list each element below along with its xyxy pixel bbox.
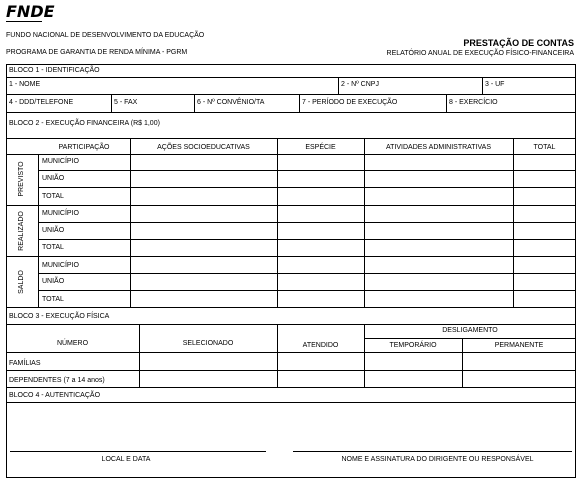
form-title: PRESTAÇÃO DE CONTAS xyxy=(463,38,574,48)
field-convenio: 6 - Nº CONVÊNIO/TA xyxy=(197,99,265,106)
field-nome: 1 - NOME xyxy=(9,81,41,88)
divider xyxy=(6,112,576,113)
col-participacao: PARTICIPAÇÃO xyxy=(58,144,110,151)
row-label: TOTAL xyxy=(42,193,64,200)
field-fax: 5 - FAX xyxy=(114,99,138,106)
row-label: MUNICÍPIO xyxy=(42,210,79,217)
row-label: MUNICÍPIO xyxy=(42,158,79,165)
col-selecionado: SELECIONADO xyxy=(182,340,234,347)
group-realizado: REALIZADO xyxy=(18,211,25,251)
divider xyxy=(6,370,576,371)
org-name: FUNDO NACIONAL DE DESENVOLVIMENTO DA EDUCAÇÃO xyxy=(6,32,205,39)
divider xyxy=(482,77,483,94)
divider xyxy=(38,239,576,240)
program-name: PROGRAMA DE GARANTIA DE RENDA MÍNIMA - PGRM xyxy=(6,49,188,56)
signature-line-local xyxy=(10,451,266,452)
divider xyxy=(38,222,576,223)
divider xyxy=(338,77,339,94)
row-label: UNIÃO xyxy=(42,227,65,234)
bloco3-title: BLOCO 3 - EXECUÇÃO FÍSICA xyxy=(9,313,110,320)
col-atendido: ATENDIDO xyxy=(302,342,339,349)
bloco2-title: BLOCO 2 - EXECUÇÃO FINANCEIRA (R$ 1,00) xyxy=(9,120,160,127)
logo-underline xyxy=(6,21,42,22)
divider xyxy=(6,402,576,403)
field-exercicio: 8 - EXERCÍCIO xyxy=(449,99,498,106)
divider xyxy=(462,338,463,387)
col-especie: ESPÉCIE xyxy=(305,144,336,151)
divider xyxy=(6,94,576,95)
divider xyxy=(6,77,576,78)
row-familias: FAMÍLIAS xyxy=(9,360,41,367)
col-permanente: PERMANENTE xyxy=(494,342,544,349)
divider xyxy=(139,324,140,387)
col-numero: NÚMERO xyxy=(56,340,89,347)
divider xyxy=(6,352,576,353)
group-saldo: SALDO xyxy=(18,270,25,294)
group-previsto: PREVISTO xyxy=(18,161,25,197)
col-total: TOTAL xyxy=(533,144,556,151)
divider xyxy=(6,256,576,257)
row-label: UNIÃO xyxy=(42,175,65,182)
row-label: UNIÃO xyxy=(42,278,65,285)
divider xyxy=(6,307,576,308)
col-acoes: AÇÕES SOCIOEDUCATIVAS xyxy=(157,144,250,151)
divider xyxy=(6,387,576,388)
row-label: TOTAL xyxy=(42,244,64,251)
divider xyxy=(299,94,300,112)
bloco4-title: BLOCO 4 - AUTENTICAÇÃO xyxy=(9,392,101,399)
divider xyxy=(6,154,576,155)
field-ddd: 4 - DDD/TELEFONE xyxy=(9,99,74,106)
fnde-logo: FNDE xyxy=(6,2,55,21)
form-subtitle: RELATÓRIO ANUAL DE EXECUÇÃO FÍSICO-FINANCEIRA xyxy=(386,50,574,57)
divider xyxy=(194,94,195,112)
divider xyxy=(38,170,576,171)
divider xyxy=(364,338,576,339)
divider xyxy=(446,94,447,112)
divider xyxy=(277,324,278,387)
row-label: MUNICÍPIO xyxy=(42,262,79,269)
row-dependentes: DEPENDENTES (7 a 14 anos) xyxy=(9,377,105,384)
divider xyxy=(364,324,365,387)
row-label: TOTAL xyxy=(42,296,64,303)
label-assinatura: NOME E ASSINATURA DO DIRIGENTE OU RESPONSÁVEL xyxy=(341,456,534,463)
divider xyxy=(6,205,576,206)
divider xyxy=(6,324,576,325)
label-local-data: LOCAL E DATA xyxy=(101,456,151,463)
divider xyxy=(38,154,39,307)
divider xyxy=(6,138,576,139)
divider xyxy=(38,290,576,291)
field-cnpj: 2 - Nº CNPJ xyxy=(341,81,379,88)
field-uf: 3 - UF xyxy=(485,81,505,88)
col-atividades: ATIVIDADES ADMINISTRATIVAS xyxy=(385,144,492,151)
col-desligamento: DESLIGAMENTO xyxy=(442,327,498,334)
col-temporario: TEMPORÁRIO xyxy=(389,342,437,349)
field-periodo: 7 - PERÍODO DE EXECUÇÃO xyxy=(302,99,398,106)
signature-line-assinatura xyxy=(293,451,572,452)
divider xyxy=(38,187,576,188)
divider xyxy=(38,273,576,274)
divider xyxy=(111,94,112,112)
bloco1-title: BLOCO 1 - IDENTIFICAÇÃO xyxy=(9,67,100,74)
